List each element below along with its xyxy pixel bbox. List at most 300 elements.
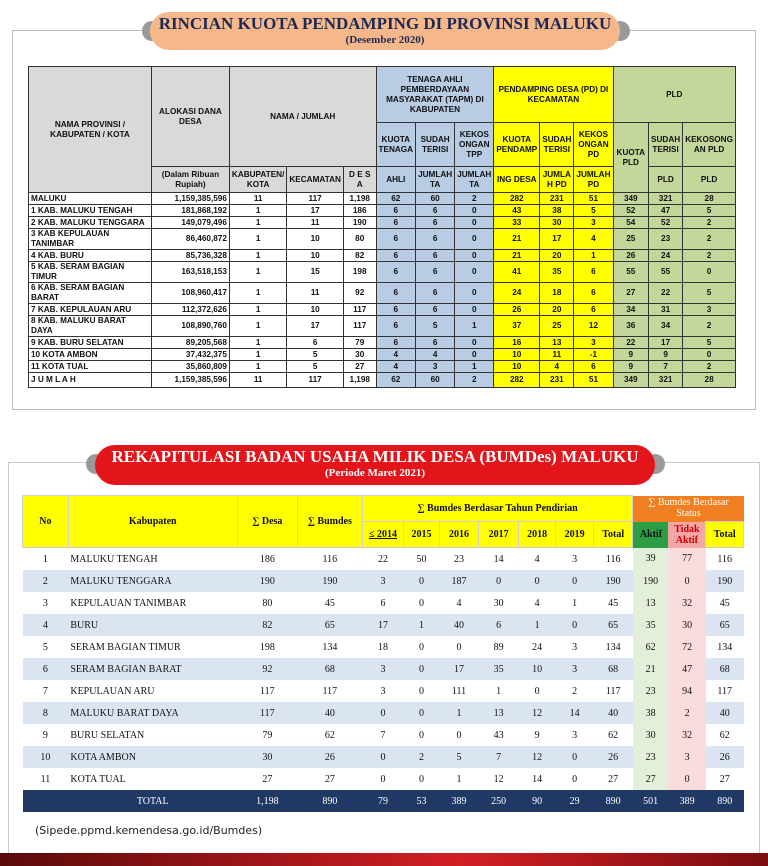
cell-value: 190 (633, 570, 668, 592)
col-tahun-pendirian: ∑ Bumdes Berdasar Tahun Pendirian (362, 496, 633, 522)
cell-value: 5 (683, 337, 736, 349)
kabupaten-name: KEPULAUAN ARU (70, 685, 155, 697)
col-year-2015: 2015 (404, 522, 439, 548)
cell-value: 0 (404, 658, 439, 680)
cell-value: 108,890,760 (151, 316, 229, 337)
col-kuota-tenaga: KUOTA TENAGA (376, 123, 416, 167)
cell-value: 1 (229, 250, 286, 262)
bumdes-row (23, 658, 744, 680)
cell-value: 2 (668, 702, 706, 724)
col-year-2014: ≤ 2014 (362, 522, 404, 548)
cell-value: 1 (439, 702, 479, 724)
cell-value: 190 (343, 217, 376, 229)
cell-value: 0 (556, 570, 594, 592)
cell-value: 231 (540, 193, 574, 205)
kuota-row (29, 349, 736, 361)
kabupaten-name: MALUKU TENGGARA (68, 570, 237, 592)
cell-value: 32 (668, 724, 706, 746)
cell-value: 2 (404, 746, 439, 768)
cell-value: 7 (479, 746, 519, 768)
kuota-subtitle: (Desember 2020) (345, 34, 425, 46)
cell-value: 163,518,153 (151, 262, 229, 283)
cell-value: 3 (668, 746, 706, 768)
cell-value: 51 (574, 193, 613, 205)
cell-value: 22 (613, 337, 649, 349)
col-pd: PENDAMPING DESA (PD) DI KECAMATAN (494, 67, 613, 123)
cell-value: 6 (376, 304, 416, 316)
cell-value: 0 (419, 773, 425, 785)
kuota-table (28, 66, 736, 388)
cell-value: 117 (322, 685, 338, 697)
col-pld: PLD (613, 67, 735, 123)
cell-value: 117 (717, 685, 733, 697)
cell-value: 68 (298, 658, 363, 680)
kabupaten-name: MALUKU BARAT DAYA (68, 702, 237, 724)
col-nama: NAMA PROVINSI / KABUPATEN / KOTA (29, 67, 152, 193)
cell-value: 6 (479, 614, 519, 636)
cell-value: 0 (455, 304, 494, 316)
cell-value: 14 (556, 702, 594, 724)
cell-value: 1,198 (237, 790, 297, 812)
cell-value: 190 (237, 570, 297, 592)
cell-value: 2 (455, 373, 494, 388)
cell-value: 0 (455, 205, 494, 217)
cell-value: 35 (540, 262, 574, 283)
cell-value: 6 (416, 262, 455, 283)
cell-value: 149,079,496 (151, 217, 229, 229)
cell-value: 3 (416, 361, 455, 373)
cell-value: 190 (298, 570, 363, 592)
cell-value: 6 (376, 316, 416, 337)
col-jumlah-ta-2: JUMLAH TA (455, 167, 494, 193)
cell-value: 37,432,375 (151, 349, 229, 361)
cell-value: 30 (237, 746, 297, 768)
cell-value: 11 (287, 217, 344, 229)
cell-value: 14 (532, 773, 543, 785)
cell-value: 6 (376, 229, 416, 250)
row-label: 10 KOTA AMBON (29, 349, 152, 361)
bumdes-row (23, 592, 744, 614)
cell-value: 0 (419, 685, 425, 697)
kabupaten-name: SERAM BAGIAN TIMUR (70, 641, 181, 653)
cell-value: 16 (494, 337, 540, 349)
cell-value: 5 (416, 316, 455, 337)
cell-value (23, 790, 69, 812)
col-status: ∑ Bumdes Berdasar Status (633, 496, 744, 522)
cell-value: 1 (42, 553, 48, 565)
cell-value: 6 (376, 250, 416, 262)
cell-value: 17 (649, 337, 683, 349)
cell-value: 65 (593, 614, 633, 636)
cell-value: 40 (706, 702, 744, 724)
cell-value: 20 (540, 304, 574, 316)
cell-value: 24 (532, 641, 543, 653)
cell-value: 1 (229, 229, 286, 250)
cell-value: 1,159,385,596 (151, 373, 229, 388)
cell-value: 23 (649, 229, 683, 250)
cell-value: 1 (229, 337, 286, 349)
col-tapm: TENAGA AHLI PEMBERDAYAAN MASYARAKAT (TAPM) DI KABUPATEN (376, 67, 494, 123)
cell-value: 43 (493, 729, 504, 741)
cell-value: 1 (456, 773, 462, 785)
cell-value: 10 (494, 361, 540, 373)
cell-value: 0 (668, 768, 706, 790)
cell-value: 0 (556, 746, 594, 768)
cell-value: 116 (322, 553, 338, 565)
cell-value: 21 (633, 658, 668, 680)
col-kab: KABUPATEN/ KOTA (229, 167, 286, 193)
cell-value: 43 (494, 205, 540, 217)
col-pd-sudah-terisi: SUDAH TERISI (540, 123, 574, 167)
cell-value: 0 (518, 570, 556, 592)
cell-value: 25 (540, 316, 574, 337)
col-jumlah-pd: JUMLA H PD (540, 167, 574, 193)
cell-value: 27 (343, 361, 376, 373)
cell-value: 3 (572, 641, 578, 653)
cell-value: 26 (706, 746, 744, 768)
cell-value: 1 (518, 614, 556, 636)
cell-value: 17 (287, 316, 344, 337)
cell-value: 3 (572, 553, 578, 565)
cell-value: 24 (649, 250, 683, 262)
col-alokasi: ALOKASI DANA DESA (151, 67, 229, 167)
cell-value: 0 (455, 337, 494, 349)
cell-value: 117 (343, 316, 376, 337)
row-label: 9 KAB. BURU SELATAN (29, 337, 152, 349)
cell-value: 54 (613, 217, 649, 229)
cell-value: 0 (556, 614, 594, 636)
cell-value: 15 (287, 262, 344, 283)
kuota-row (29, 361, 736, 373)
cell-value: 0 (362, 702, 404, 724)
cell-value: 4 (416, 349, 455, 361)
cell-value: 52 (649, 217, 683, 229)
cell-value: 52 (613, 205, 649, 217)
cell-value: 30 (343, 349, 376, 361)
cell-value: 2 (455, 193, 494, 205)
cell-value: 85,736,328 (151, 250, 229, 262)
cell-value: 32 (668, 592, 706, 614)
footer-bar (0, 853, 768, 866)
cell-value: 28 (683, 193, 736, 205)
cell-value: 0 (455, 217, 494, 229)
cell-value: 134 (717, 641, 733, 653)
cell-value: 18 (377, 641, 388, 653)
cell-value: 89,205,568 (151, 337, 229, 349)
cell-value: 9 (534, 729, 540, 741)
cell-value: 34 (613, 304, 649, 316)
cell-value: 24 (494, 283, 540, 304)
cell-value: 2 (683, 361, 736, 373)
cell-value: 17 (362, 614, 404, 636)
kuota-row (29, 250, 736, 262)
cell-value: 1 (229, 349, 286, 361)
col-year-2018: 2018 (518, 522, 556, 548)
col-kec: KECAMATAN (287, 167, 344, 193)
cell-value: 62 (324, 729, 335, 741)
cell-value: 198 (259, 641, 275, 653)
cell-value: 0 (683, 262, 736, 283)
cell-value: 8 (23, 702, 69, 724)
cell-value: 1 (572, 597, 578, 609)
cell-value: 2 (683, 316, 736, 337)
cell-value: 3 (556, 658, 594, 680)
cell-value: 40 (439, 614, 479, 636)
cell-value: 79 (343, 337, 376, 349)
col-ahli: AHLI (376, 167, 416, 193)
cell-value: 92 (237, 658, 297, 680)
cell-value: 39 (633, 548, 668, 571)
cell-value: 134 (322, 641, 338, 653)
cell-value: 26 (593, 746, 633, 768)
cell-value: 12 (493, 773, 504, 785)
cell-value: 22 (377, 553, 388, 565)
cell-value: 30 (540, 217, 574, 229)
cell-value: 117 (287, 373, 344, 388)
cell-value: 1 (229, 316, 286, 337)
cell-value: 0 (455, 250, 494, 262)
cell-value: 10 (287, 229, 344, 250)
col-jumlah: NAMA / JUMLAH (229, 67, 376, 167)
cell-value: 27 (719, 773, 730, 785)
col-alokasi-unit: (Dalam Ribuan Rupiah) (151, 167, 229, 193)
cell-value: 30 (633, 724, 668, 746)
cell-value: 10 (23, 746, 69, 768)
cell-value: 14 (493, 553, 504, 565)
col-kekosongan-tpp: KEKOS ONGAN TPP (455, 123, 494, 167)
cell-value: 116 (717, 553, 733, 565)
bumdes-row (23, 768, 744, 790)
bumdes-title: REKAPITULASI BADAN USAHA MILIK DESA (BUMDes) MALUKU (111, 447, 639, 466)
cell-value: 890 (298, 790, 363, 812)
cell-value: 33 (494, 217, 540, 229)
bumdes-subtitle: (Periode Maret 2021) (325, 467, 425, 479)
cell-value: 11 (229, 373, 286, 388)
bumdes-row (23, 548, 744, 571)
cell-value: 3 (380, 685, 386, 697)
cell-value: 13 (633, 592, 668, 614)
cell-value: 4 (376, 349, 416, 361)
cell-value: 321 (649, 193, 683, 205)
cell-value: 6 (376, 205, 416, 217)
row-label: 7 KAB. KEPULAUAN ARU (29, 304, 152, 316)
cell-value: 34 (649, 316, 683, 337)
cell-value: 117 (237, 702, 297, 724)
cell-value: 1 (229, 283, 286, 304)
cell-value: 80 (262, 597, 273, 609)
cell-value: 60 (416, 373, 455, 388)
cell-value: 186 (259, 553, 275, 565)
col-ing-desa: ING DESA (494, 167, 540, 193)
cell-value: 6 (574, 304, 613, 316)
kuota-row (29, 337, 736, 349)
cell-value: 7 (649, 361, 683, 373)
cell-value: 4 (534, 553, 540, 565)
col-ta-sudah-terisi: SUDAH TERISI (416, 123, 455, 167)
cell-value: 30 (493, 597, 504, 609)
kabupaten-name: KOTA TUAL (70, 773, 126, 785)
col-no: No (23, 496, 69, 548)
row-label: 11 KOTA TUAL (29, 361, 152, 373)
cell-value: 45 (608, 597, 619, 609)
row-label: J U M L A H (29, 373, 152, 388)
cell-value: 6 (287, 337, 344, 349)
cell-value: 72 (668, 636, 706, 658)
cell-value: 25 (613, 229, 649, 250)
cell-value: 6 (416, 304, 455, 316)
bumdes-row (23, 702, 744, 724)
cell-value: 50 (416, 553, 427, 565)
cell-value: 9 (613, 349, 649, 361)
cell-value: 55 (649, 262, 683, 283)
cell-value: 349 (613, 373, 649, 388)
cell-value: 9 (613, 361, 649, 373)
cell-value: 501 (633, 790, 668, 812)
cell-value: 23 (633, 680, 668, 702)
cell-value: 0 (683, 349, 736, 361)
cell-value: 0 (455, 283, 494, 304)
col-year-2017: 2017 (479, 522, 519, 548)
cell-value: 6 (416, 205, 455, 217)
cell-value: 0 (380, 773, 386, 785)
col-desa: D E S A (343, 167, 376, 193)
cell-value: 3 (683, 304, 736, 316)
cell-value: 17 (439, 658, 479, 680)
cell-value: 62 (376, 193, 416, 205)
cell-value: 6 (416, 217, 455, 229)
col-kabupaten: Kabupaten (68, 496, 237, 548)
col-pld-label-2: PLD (683, 167, 736, 193)
cell-value: 0 (455, 229, 494, 250)
cell-value: 47 (649, 205, 683, 217)
cell-value: 3 (574, 337, 613, 349)
cell-value: 890 (706, 790, 744, 812)
bumdes-row (23, 680, 744, 702)
kuota-title: RINCIAN KUOTA PENDAMPING DI PROVINSI MALUKU (158, 14, 612, 33)
cell-value: 250 (479, 790, 519, 812)
cell-value: 6 (23, 658, 69, 680)
cell-value: 5 (439, 746, 479, 768)
cell-value: 1 (496, 685, 502, 697)
cell-value: 7 (42, 685, 48, 697)
kabupaten-name: KEPULAUAN TANIMBAR (70, 597, 187, 609)
cell-value: 3 (572, 729, 578, 741)
cell-value: 79 (362, 790, 404, 812)
col-year-total: Total (593, 522, 633, 548)
cell-value: 321 (649, 373, 683, 388)
col-kekosongan-pld: KEKOSONG AN PLD (683, 123, 736, 167)
cell-value: 2 (683, 229, 736, 250)
cell-value: 12 (518, 702, 556, 724)
cell-value: 389 (668, 790, 706, 812)
cell-value: 187 (439, 570, 479, 592)
cell-value: 2 (683, 217, 736, 229)
cell-value: 12 (574, 316, 613, 337)
col-sum-bumdes: ∑ Bumdes (298, 496, 363, 548)
col-kekosongan-pd: KEKOS ONGAN PD (574, 123, 613, 167)
cell-value: 6 (376, 283, 416, 304)
bumdes-row (23, 570, 744, 592)
cell-value: 190 (593, 570, 633, 592)
cell-value: 10 (494, 349, 540, 361)
total-row (23, 790, 744, 812)
cell-value: 117 (605, 685, 621, 697)
cell-value: 1 (229, 262, 286, 283)
cell-value: 4 (23, 614, 69, 636)
cell-value: 17 (287, 205, 344, 217)
row-label: 5 KAB. SERAM BAGIAN TIMUR (29, 262, 152, 283)
row-label: 8 KAB. MALUKU BARAT DAYA (29, 316, 152, 337)
kuota-row (29, 304, 736, 316)
col-aktif: Aktif (633, 522, 668, 548)
cell-value: 27 (324, 773, 335, 785)
cell-value: 5 (683, 205, 736, 217)
cell-value: 41 (494, 262, 540, 283)
cell-value: 23 (633, 746, 668, 768)
row-label: 1 KAB. MALUKU TENGAH (29, 205, 152, 217)
cell-value: 0 (419, 641, 425, 653)
cell-value: 35 (479, 658, 519, 680)
cell-value: -1 (574, 349, 613, 361)
kuota-row (29, 262, 736, 283)
cell-value: 27 (613, 283, 649, 304)
source-note: (Sipede.ppmd.kemendesa.go.id/Bumdes) (35, 824, 263, 837)
cell-value: 116 (605, 553, 621, 565)
kuota-row (29, 316, 736, 337)
kuota-row (29, 229, 736, 250)
cell-value: 1,198 (343, 373, 376, 388)
cell-value: 90 (518, 790, 556, 812)
cell-value: 11 (229, 193, 286, 205)
row-label: 6 KAB. SERAM BAGIAN BARAT (29, 283, 152, 304)
kuota-row (29, 205, 736, 217)
cell-value: 68 (593, 658, 633, 680)
cell-value: 36 (613, 316, 649, 337)
cell-value: 23 (454, 553, 465, 565)
bumdes-row (23, 614, 744, 636)
cell-value: 10 (287, 250, 344, 262)
col-kuota-pld: KUOTA PLD (613, 123, 649, 193)
cell-value: 86,460,872 (151, 229, 229, 250)
cell-value: 2 (23, 570, 69, 592)
cell-value: 47 (668, 658, 706, 680)
cell-value: 65 (298, 614, 363, 636)
cell-value: 82 (237, 614, 297, 636)
cell-value: 45 (719, 597, 730, 609)
cell-value: 7 (380, 729, 386, 741)
cell-value: 3 (362, 658, 404, 680)
cell-value: 30 (668, 614, 706, 636)
cell-value: 0 (419, 597, 425, 609)
cell-value: 0 (404, 702, 439, 724)
cell-value: 0 (456, 641, 462, 653)
kuota-banner (150, 12, 620, 50)
cell-value: 13 (540, 337, 574, 349)
cell-value: 94 (668, 680, 706, 702)
cell-value: 1 (229, 217, 286, 229)
kabupaten-name: BURU (68, 614, 237, 636)
cell-value: 53 (404, 790, 439, 812)
cell-value: 20 (540, 250, 574, 262)
bumdes-table (22, 495, 744, 812)
cell-value: 0 (456, 729, 462, 741)
col-status-total: Total (706, 522, 744, 548)
cell-value: 1 (229, 205, 286, 217)
cell-value: 26 (494, 304, 540, 316)
cell-value: 51 (574, 373, 613, 388)
cell-value: 60 (416, 193, 455, 205)
cell-value: 117 (260, 685, 275, 697)
